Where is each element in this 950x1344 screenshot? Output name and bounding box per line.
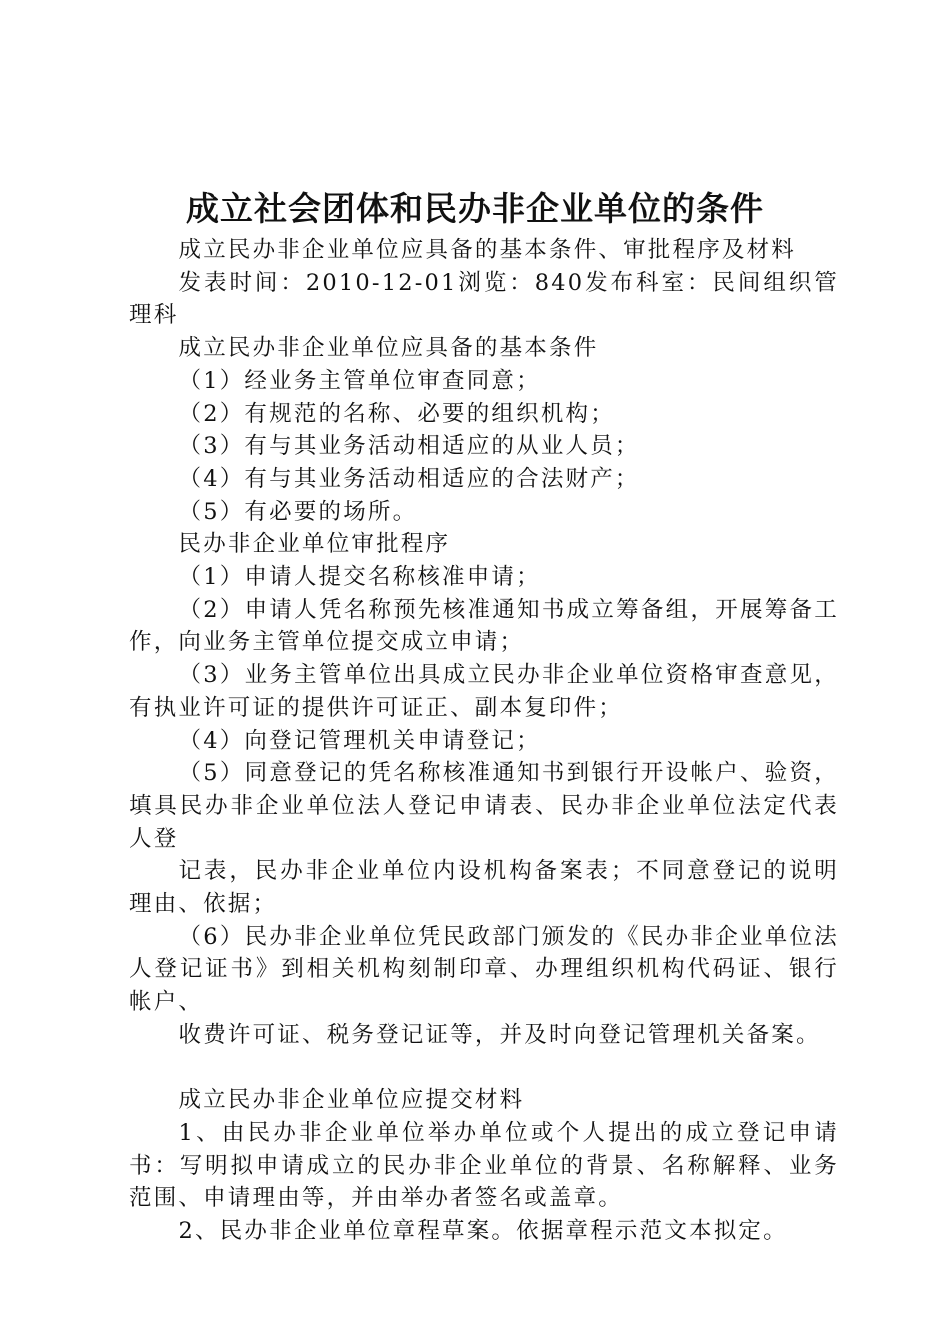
publish-info: 发表时间：2010-12-01浏览：840发布科室：民间组织管理科	[129, 269, 839, 329]
list-item: （4）向登记管理机关申请登记；	[178, 727, 541, 754]
list-item: （2）申请人凭名称预先核准通知书成立筹备组，开展筹备工作，向业务主管单位提交成立申请；	[129, 596, 839, 656]
subtitle: 成立民办非企业单位应具备的基本条件、审批程序及材料	[178, 237, 797, 263]
list-item: （5）同意登记的凭名称核准通知书到银行开设帐户、验资，填具民办非企业单位法人登记申请表、民办非企业单位法定代表人登	[129, 760, 839, 852]
list-item: （4）有与其业务活动相适应的合法财产；	[178, 465, 640, 492]
list-item-continuation: 收费许可证、税务登记证等，并及时向登记管理机关备案。	[178, 1021, 821, 1048]
list-item: （1）经业务主管单位审查同意；	[178, 367, 541, 394]
blank-line	[129, 1052, 839, 1085]
list-item: （3）有与其业务活动相适应的从业人员；	[178, 433, 640, 460]
section-heading: 成立民办非企业单位应提交材料	[178, 1087, 525, 1114]
section-heading: 民办非企业单位审批程序	[178, 531, 451, 558]
list-item-continuation: 记表，民办非企业单位内设机构备案表；不同意登记的说明理由、依据；	[129, 858, 839, 918]
list-item: 1、由民办非企业单位举办单位或个人提出的成立登记申请书：写明拟申请成立的民办非企业单位的背景、名称解释、业务范围、申请理由等，并由举办者签名或盖章。	[129, 1119, 839, 1212]
list-item: （2）有规范的名称、必要的组织机构；	[178, 400, 615, 427]
list-item: 2、民办非企业单位章程草案。依据章程示范文本拟定。	[178, 1218, 788, 1245]
list-item: （3）业务主管单位出具成立民办非企业单位资格审查意见，有执业许可证的提供许可证正、副本复印件；	[129, 662, 839, 721]
section-heading: 成立民办非企业单位应具备的基本条件	[178, 335, 599, 362]
document-title: 成立社会团体和民办非企业单位的条件	[186, 189, 764, 228]
list-item: （5）有必要的场所。	[178, 498, 418, 525]
list-item: （6）民办非企业单位凭民政部门颁发的《民办非企业单位法人登记证书》到相关机构刻制印章、办理组织机构代码证、银行帐户、	[129, 923, 839, 1016]
list-item: （1）申请人提交名称核准申请；	[178, 564, 541, 591]
document-body	[129, 234, 839, 1248]
